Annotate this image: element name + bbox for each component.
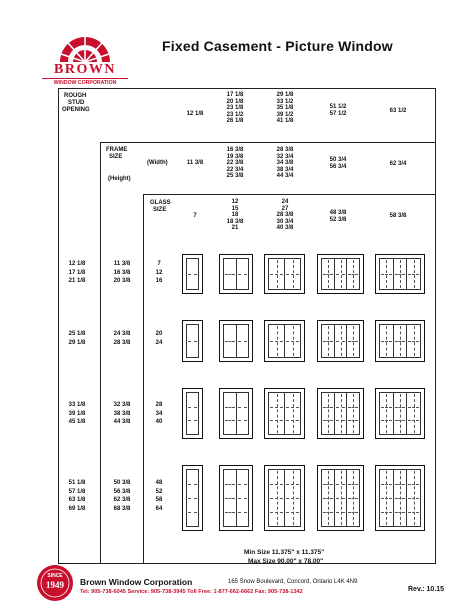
glass-width-value: 15 — [231, 205, 239, 212]
frame-width-value: 22 3/4 — [226, 166, 244, 173]
window-sash — [379, 258, 421, 290]
frame-width-value: 16 3/8 — [226, 147, 244, 153]
window-pane — [380, 470, 394, 526]
window-pane — [187, 325, 198, 357]
muntin-horizontal — [238, 274, 248, 275]
rough-height-value: 12 1/8 — [68, 261, 86, 267]
glass-width-value: 7 — [193, 213, 197, 219]
muntin-vertical — [341, 471, 342, 525]
frame-width-value: 56 3/4 — [329, 163, 347, 170]
rough-width-value: 51 1/2 — [329, 104, 347, 110]
frame-height-value: 32 3/8 — [113, 402, 131, 408]
muntin-vertical — [328, 326, 329, 356]
window-diagram — [317, 320, 364, 362]
brand-subtitle: WINDOW CORPORATION — [42, 78, 128, 86]
frame-width-value: 32 3/4 — [276, 153, 294, 160]
muntin-horizontal — [238, 484, 248, 485]
window-diagram — [375, 254, 425, 294]
window-pane — [347, 393, 359, 434]
muntin-horizontal — [188, 498, 197, 499]
window-pane — [224, 393, 237, 434]
window-pane — [380, 325, 394, 357]
window-pane — [269, 470, 285, 526]
muntin-horizontal — [238, 407, 248, 408]
window-pane — [407, 259, 420, 289]
frame-height-value: 24 3/8 — [113, 331, 131, 337]
frame-label-1: FRAME — [106, 147, 128, 153]
muntin-vertical — [341, 260, 342, 288]
window-pane — [237, 325, 249, 357]
muntin-horizontal — [225, 341, 235, 342]
frame-width-value: 28 3/8 — [276, 147, 294, 153]
glass-height-value: 12 — [155, 269, 163, 276]
muntin-horizontal — [188, 484, 197, 485]
window-pane — [285, 259, 300, 289]
frame-height-value: 11 3/8 — [113, 261, 131, 267]
window-sash — [268, 324, 301, 358]
glass-width-value: 18 3/8 — [226, 218, 244, 225]
rough-width-value: 23 1/8 — [226, 105, 244, 112]
glass-height-value: 24 — [155, 339, 163, 346]
seal-since-text: SINCE — [47, 573, 63, 579]
rough-width-value: 26 1/8 — [226, 118, 244, 125]
window-pane — [380, 259, 394, 289]
muntin-vertical — [277, 394, 278, 433]
muntin-horizontal — [225, 484, 235, 485]
muntin-vertical — [414, 260, 415, 288]
frame-width-value: 22 3/8 — [226, 160, 244, 167]
rough-height-value: 51 1/8 — [68, 480, 86, 486]
muntin-horizontal — [225, 274, 235, 275]
window-pane — [380, 393, 394, 434]
window-pane — [237, 470, 249, 526]
rough-height-value: 57 1/8 — [68, 488, 86, 495]
frame-height-value: 44 3/8 — [113, 419, 131, 426]
window-sash — [321, 258, 360, 290]
max-size-note: Max Size 90.00" x 78.00" — [248, 558, 324, 565]
window-pane — [187, 393, 198, 434]
window-pane — [269, 393, 285, 434]
window-sash — [268, 469, 301, 527]
window-pane — [347, 470, 359, 526]
window-sash — [223, 392, 249, 435]
muntin-vertical — [353, 260, 354, 288]
glass-width-value: 52 3/8 — [329, 216, 347, 223]
muntin-vertical — [386, 326, 387, 356]
window-sash — [268, 258, 301, 290]
glass-width-value: 18 — [231, 212, 239, 219]
window-diagram — [264, 320, 305, 362]
window-pane — [347, 259, 359, 289]
glass-height-value: 7 — [157, 261, 161, 267]
muntin-horizontal — [225, 407, 235, 408]
glass-width-value: 24 — [281, 199, 289, 205]
frame-width-value: 34 3/8 — [276, 160, 294, 167]
glass-height-value: 58 — [155, 497, 163, 504]
window-pane — [347, 325, 359, 357]
muntin-vertical — [293, 394, 294, 433]
window-sash — [379, 469, 421, 527]
window-pane — [394, 259, 408, 289]
window-diagram — [219, 254, 253, 294]
muntin-vertical — [400, 471, 401, 525]
muntin-vertical — [353, 326, 354, 356]
glass-width-value: 48 3/8 — [329, 210, 347, 216]
muntin-horizontal — [188, 274, 197, 275]
window-pane — [187, 470, 198, 526]
muntin-vertical — [277, 326, 278, 356]
rough-height-value: 17 1/8 — [68, 269, 86, 276]
window-sash — [379, 324, 421, 358]
rough-label-3: OPENING — [62, 107, 90, 113]
window-diagram — [264, 388, 305, 439]
muntin-horizontal — [238, 498, 248, 499]
frame-height-value: 50 3/8 — [113, 480, 131, 486]
muntin-horizontal — [188, 512, 197, 513]
frame-height-value: 20 3/8 — [113, 278, 131, 285]
frame-height-value: 56 3/8 — [113, 488, 131, 495]
muntin-horizontal — [238, 341, 248, 342]
muntin-vertical — [386, 394, 387, 433]
muntin-vertical — [400, 326, 401, 356]
window-pane — [237, 393, 249, 434]
window-diagram — [375, 388, 425, 439]
muntin-vertical — [400, 394, 401, 433]
window-pane — [335, 470, 348, 526]
glass-height-value: 64 — [155, 505, 163, 512]
glass-height-value: 16 — [155, 278, 163, 285]
rough-height-value: 29 1/8 — [68, 339, 86, 346]
window-sash — [186, 469, 199, 527]
page-title: Fixed Casement - Picture Window — [162, 38, 393, 54]
muntin-vertical — [341, 326, 342, 356]
window-pane — [322, 393, 335, 434]
window-pane — [322, 470, 335, 526]
rough-height-value: 33 1/8 — [68, 402, 86, 408]
rough-label-2: STUD — [68, 100, 85, 106]
frame-label-2: SIZE — [109, 154, 123, 160]
muntin-vertical — [353, 394, 354, 433]
glass-width-value: 58 3/8 — [389, 213, 407, 219]
muntin-horizontal — [225, 498, 235, 499]
glass-width-value: 12 — [231, 199, 239, 205]
frame-height-value: 68 3/8 — [113, 505, 131, 512]
window-pane — [224, 470, 237, 526]
window-diagram — [317, 465, 364, 531]
glass-width-value: 30 3/4 — [276, 218, 294, 225]
rough-width-value: 23 1/2 — [226, 111, 244, 118]
rough-width-value: 17 1/8 — [226, 92, 244, 98]
rough-height-value: 21 1/8 — [68, 278, 86, 285]
glass-width-value: 40 3/8 — [276, 225, 294, 232]
frame-width-value: 19 3/8 — [226, 153, 244, 160]
muntin-vertical — [293, 471, 294, 525]
frame-height-label: (Height) — [108, 176, 131, 182]
rough-height-value: 63 1/8 — [68, 497, 86, 504]
rough-width-value: 33 1/2 — [276, 98, 294, 105]
window-sash — [186, 258, 199, 290]
window-diagram — [264, 254, 305, 294]
glass-height-value: 34 — [155, 410, 163, 417]
window-pane — [322, 325, 335, 357]
window-sash — [268, 392, 301, 435]
muntin-vertical — [386, 471, 387, 525]
glass-label-1: GLASS — [150, 200, 171, 206]
window-sash — [223, 469, 249, 527]
frame-width-value: 11 3/8 — [186, 160, 204, 166]
muntin-vertical — [277, 260, 278, 288]
glass-width-value: 28 3/8 — [276, 212, 294, 219]
frame-width-value: 62 3/4 — [389, 161, 407, 167]
glass-height-value: 20 — [155, 331, 163, 337]
window-pane — [335, 325, 348, 357]
muntin-horizontal — [188, 341, 197, 342]
window-sash — [223, 324, 249, 358]
frame-height-value: 38 3/8 — [113, 410, 131, 417]
muntin-horizontal — [225, 420, 235, 421]
window-pane — [187, 259, 198, 289]
window-diagram — [182, 320, 203, 362]
footer-address: 165 Snow Boulevard, Concord, Ontario L4K 4N9 — [228, 579, 358, 585]
window-sash — [379, 392, 421, 435]
seal-year-text: 1949 — [46, 580, 64, 590]
window-diagram — [219, 465, 253, 531]
glass-height-value: 40 — [155, 419, 163, 426]
window-diagram — [375, 465, 425, 531]
muntin-horizontal — [238, 420, 248, 421]
muntin-vertical — [414, 394, 415, 433]
glass-height-value: 48 — [155, 480, 163, 486]
rough-width-value: 63 1/2 — [389, 108, 407, 114]
window-pane — [407, 393, 420, 434]
footer-company: Brown Window Corporation — [80, 577, 193, 587]
rough-width-value: 20 1/8 — [226, 98, 244, 105]
window-diagram — [317, 388, 364, 439]
muntin-vertical — [353, 471, 354, 525]
rough-height-value: 69 1/8 — [68, 505, 86, 512]
muntin-vertical — [293, 326, 294, 356]
window-pane — [285, 393, 300, 434]
brand-name: BROWN — [54, 62, 116, 77]
muntin-vertical — [341, 394, 342, 433]
frame-width-value: 38 3/4 — [276, 166, 294, 173]
frame-width-value: 44 3/4 — [276, 173, 294, 180]
window-pane — [237, 259, 249, 289]
window-pane — [407, 325, 420, 357]
window-diagram — [264, 465, 305, 531]
window-pane — [394, 470, 408, 526]
window-diagram — [375, 320, 425, 362]
frame-width-value: 50 3/4 — [329, 157, 347, 163]
muntin-vertical — [293, 260, 294, 288]
rough-height-value: 45 1/8 — [68, 419, 86, 426]
rough-width-value: 57 1/2 — [329, 110, 347, 117]
glass-width-value: 21 — [231, 225, 239, 232]
window-pane — [335, 393, 348, 434]
muntin-horizontal — [238, 512, 248, 513]
window-diagram — [182, 465, 203, 531]
frame-height-value: 62 3/8 — [113, 497, 131, 504]
window-diagram — [182, 388, 203, 439]
window-diagram — [182, 254, 203, 294]
window-sash — [321, 469, 360, 527]
glass-width-value: 27 — [281, 205, 289, 212]
window-pane — [224, 259, 237, 289]
window-diagram — [317, 254, 364, 294]
window-pane — [269, 259, 285, 289]
rough-width-value: 41 1/8 — [276, 118, 294, 125]
min-size-note: Min Size 11.375" x 11.375" — [244, 549, 325, 556]
window-pane — [322, 259, 335, 289]
window-diagram — [219, 320, 253, 362]
muntin-vertical — [328, 471, 329, 525]
footer-contacts: Tel: 905-738-6045 Service: 905-738-3945 Toll Free: 1-877-662-6662 Fax: 905-738-1342 — [80, 589, 303, 595]
muntin-vertical — [400, 260, 401, 288]
frame-height-value: 28 3/8 — [113, 339, 131, 346]
rough-width-value: 29 1/8 — [276, 92, 294, 98]
window-pane — [394, 393, 408, 434]
muntin-vertical — [328, 394, 329, 433]
frame-height-value: 16 3/8 — [113, 269, 131, 276]
window-sash — [223, 258, 249, 290]
window-sash — [321, 392, 360, 435]
rough-height-value: 25 1/8 — [68, 331, 86, 337]
muntin-vertical — [328, 260, 329, 288]
window-pane — [269, 325, 285, 357]
rough-width-value: 12 1/8 — [186, 111, 204, 117]
window-pane — [224, 325, 237, 357]
window-diagram — [219, 388, 253, 439]
muntin-horizontal — [225, 512, 235, 513]
frame-width-label: (Width) — [147, 160, 168, 166]
rough-width-value: 35 1/8 — [276, 105, 294, 112]
window-pane — [394, 325, 408, 357]
muntin-horizontal — [188, 407, 197, 408]
glass-height-value: 52 — [155, 488, 163, 495]
window-sash — [321, 324, 360, 358]
muntin-vertical — [277, 471, 278, 525]
window-pane — [285, 325, 300, 357]
glass-height-value: 28 — [155, 402, 163, 408]
window-pane — [407, 470, 420, 526]
footer-revision: Rev.: 10.15 — [408, 586, 445, 593]
window-sash — [186, 324, 199, 358]
muntin-horizontal — [188, 420, 197, 421]
muntin-vertical — [386, 260, 387, 288]
muntin-vertical — [414, 326, 415, 356]
glass-label-2: SIZE — [153, 207, 167, 213]
rough-width-value: 39 1/2 — [276, 111, 294, 118]
rough-label-1: ROUGH — [64, 93, 87, 99]
muntin-vertical — [414, 471, 415, 525]
window-pane — [335, 259, 348, 289]
window-pane — [285, 470, 300, 526]
window-sash — [186, 392, 199, 435]
rough-height-value: 39 1/8 — [68, 410, 86, 417]
frame-width-value: 25 3/8 — [226, 173, 244, 180]
